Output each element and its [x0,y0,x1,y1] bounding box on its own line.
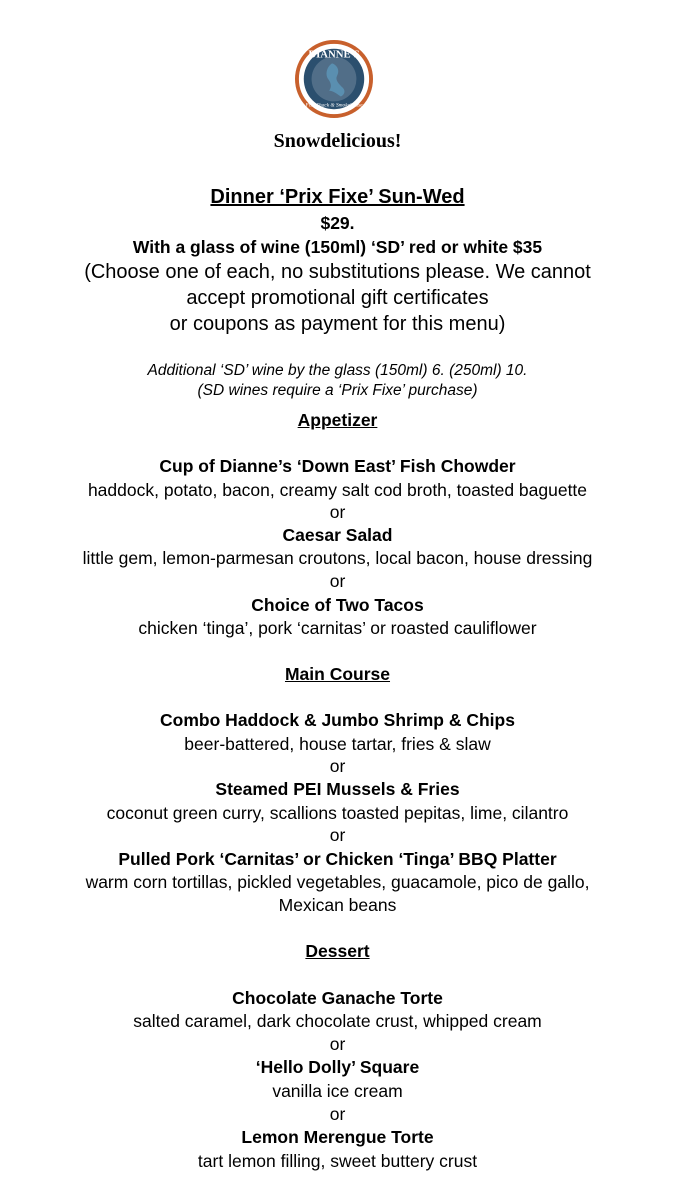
menu-heading: Dinner ‘Prix Fixe’ Sun-Wed [210,186,465,208]
menu-item-desc: little gem, lemon-parmesan croutons, local bacon, house dressing [82,548,593,568]
menu-item-name: Pulled Pork ‘Carnitas’ or Chicken ‘Tinga’ BBQ Platter [118,849,557,869]
or-separator: or [329,1104,346,1124]
logo [295,40,373,118]
or-separator: or [329,571,346,591]
menu-item-name: Caesar Salad [282,525,393,545]
menu-item-name: Choice of Two Tacos [251,595,424,615]
tagline: Snowdelicious! [273,130,402,152]
or-separator: or [329,756,346,776]
or-separator: or [329,1034,346,1054]
menu-item-name: Chocolate Ganache Torte [232,988,443,1008]
menu-item-desc: tart lemon filling, sweet buttery crust [197,1151,478,1171]
menu-item-name: Cup of Dianne’s ‘Down East’ Fish Chowder [159,456,516,476]
menu-item-desc: vanilla ice cream [272,1081,403,1101]
section-title-dessert: Dessert [305,941,370,961]
menu-item-name: Steamed PEI Mussels & Fries [215,779,460,799]
or-separator: or [329,502,346,522]
menu-item-desc: haddock, potato, bacon, creamy salt cod broth, toasted baguette [87,480,588,500]
section-title-main-course: Main Course [284,664,391,684]
logo-brand: DIANNE'S [308,48,360,61]
menu-item-desc: warm corn tortillas, pickled vegetables, guacamole, pico de gallo, [85,872,590,892]
logo-subtitle: Fish Shack & Smokehouse [305,102,363,109]
menu-item-desc: salted caramel, dark chocolate crust, whipped cream [133,1011,542,1031]
wine-note-line-2: (SD wines require a ‘Prix Fixe’ purchase) [197,382,478,399]
or-separator: or [329,825,346,845]
menu-item-desc: chicken ‘tinga’, pork ‘carnitas’ or roasted cauliflower [138,618,537,638]
menu-item-name: Combo Haddock & Jumbo Shrimp & Chips [160,710,515,730]
notice-line-1: (Choose one of each, no substitutions please. We cannot [84,261,591,283]
wine-note-line-1: Additional ‘SD’ wine by the glass (150ml) 6. (250ml) 10. [147,362,528,379]
price: $29. [320,213,355,233]
section-title-appetizer: Appetizer [297,410,378,430]
menu-item-desc: beer-battered, house tartar, fries & slaw [184,734,491,754]
menu-item-name: ‘Hello Dolly’ Square [255,1057,420,1077]
menu-item-desc-continued: Mexican beans [278,895,397,915]
notice-line-2: accept promotional gift certificates [186,287,489,309]
notice-line-3: or coupons as payment for this menu) [169,313,506,335]
wine-offer: With a glass of wine (150ml) ‘SD’ red or white $35 [132,237,543,257]
menu-item-name: Lemon Merengue Torte [241,1127,434,1147]
menu-item-desc: coconut green curry, scallions toasted pepitas, lime, cilantro [106,803,569,823]
